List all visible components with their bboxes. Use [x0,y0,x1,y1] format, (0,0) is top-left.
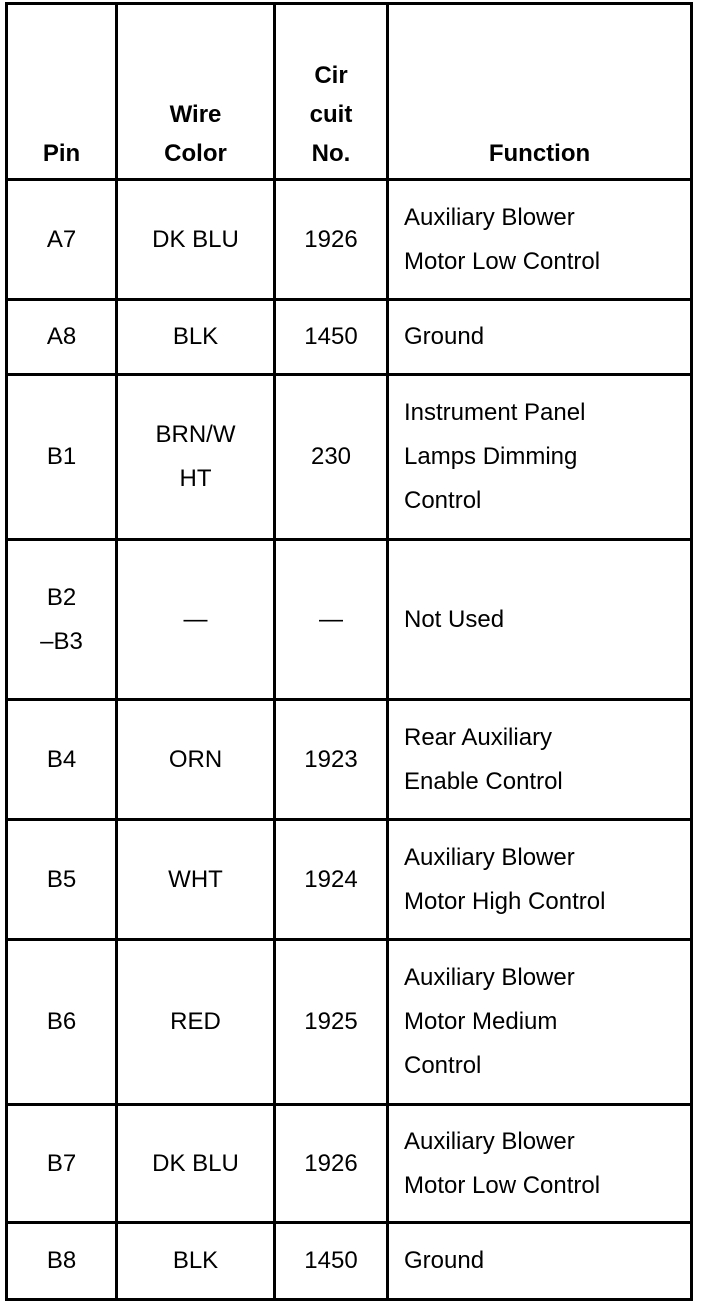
table-row [7,1223,692,1300]
circuit-no-cell: 230 [275,375,388,540]
circuit-no-cell: 1450 [275,300,388,375]
circuit-no-cell: 1926 [275,1105,388,1223]
circuit-no-cell: 1926 [275,180,388,300]
circuit-no-cell: 1924 [275,820,388,940]
pin-cell: B2 –B3 [7,540,117,700]
connector-pinout-table [5,2,693,1301]
pin-cell: B4 [7,700,117,820]
wire-color-cell: ORN [117,700,275,820]
header-row [7,4,692,180]
wire-color-cell: BRN/W HT [117,375,275,540]
table-row [7,700,692,820]
function-cell: Rear Auxiliary Enable Control [388,700,692,820]
function-cell: Not Used [388,540,692,700]
pin-cell: A7 [7,180,117,300]
table-row [7,1105,692,1223]
wire-color-cell: BLK [117,300,275,375]
pin-cell: A8 [7,300,117,375]
pin-cell: B6 [7,940,117,1105]
circuit-no-cell: 1450 [275,1223,388,1300]
wire-color-cell: WHT [117,820,275,940]
table-row [7,940,692,1105]
function-cell: Auxiliary Blower Motor Low Control [388,1105,692,1223]
wire-color-cell: DK BLU [117,1105,275,1223]
table-row [7,375,692,540]
wire-color-cell: DK BLU [117,180,275,300]
pin-cell: B1 [7,375,117,540]
header-circuit-no: Cir cuit No. [275,4,388,180]
wire-color-cell: RED [117,940,275,1105]
table-row [7,540,692,700]
header-function: Function [388,4,692,180]
function-cell: Auxiliary Blower Motor High Control [388,820,692,940]
table-row [7,180,692,300]
table-row [7,820,692,940]
circuit-no-cell: 1923 [275,700,388,820]
wire-color-cell: BLK [117,1223,275,1300]
pin-cell: B5 [7,820,117,940]
wire-color-cell: — [117,540,275,700]
pin-cell: B8 [7,1223,117,1300]
function-cell: Auxiliary Blower Motor Medium Control [388,940,692,1105]
function-cell: Ground [388,300,692,375]
function-cell: Auxiliary Blower Motor Low Control [388,180,692,300]
pin-cell: B7 [7,1105,117,1223]
circuit-no-cell: 1925 [275,940,388,1105]
table-row [7,300,692,375]
function-cell: Ground [388,1223,692,1300]
circuit-no-cell: — [275,540,388,700]
header-wire-color: Wire Color [117,4,275,180]
function-cell: Instrument Panel Lamps Dimming Control [388,375,692,540]
header-pin: Pin [7,4,117,180]
